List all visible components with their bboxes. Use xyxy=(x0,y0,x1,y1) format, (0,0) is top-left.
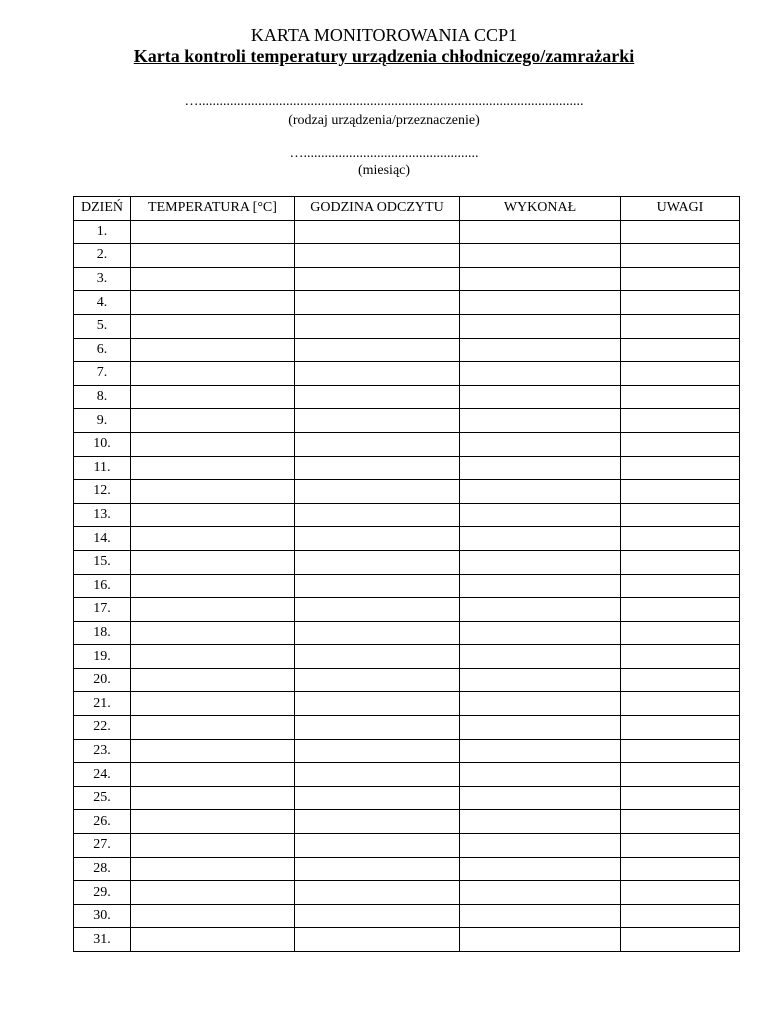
notes-cell[interactable] xyxy=(621,810,740,834)
performed-by-cell[interactable] xyxy=(460,739,621,763)
performed-by-cell[interactable] xyxy=(460,598,621,622)
table-row xyxy=(74,810,740,834)
temperature-cell[interactable] xyxy=(131,456,295,480)
temperature-cell[interactable] xyxy=(131,480,295,504)
device-type-fill-line[interactable]: ….............................................................................................................. xyxy=(184,94,584,109)
day-number-cell: 2. xyxy=(74,244,131,268)
table-row xyxy=(74,480,740,504)
day-number-cell: 5. xyxy=(74,314,131,338)
notes-cell[interactable] xyxy=(621,621,740,645)
temperature-cell[interactable] xyxy=(131,362,295,386)
table-row xyxy=(74,621,740,645)
reading-time-cell[interactable] xyxy=(295,244,460,268)
performed-by-cell[interactable] xyxy=(460,786,621,810)
reading-time-cell[interactable] xyxy=(295,456,460,480)
day-number-cell: 14. xyxy=(74,527,131,551)
reading-time-cell[interactable] xyxy=(295,503,460,527)
temperature-cell[interactable] xyxy=(131,857,295,881)
temperature-cell[interactable] xyxy=(131,928,295,952)
notes-cell[interactable] xyxy=(621,480,740,504)
day-number-cell: 3. xyxy=(74,267,131,291)
day-number-cell: 28. xyxy=(74,857,131,881)
notes-cell[interactable] xyxy=(621,244,740,268)
table-row xyxy=(74,786,740,810)
temperature-cell[interactable] xyxy=(131,574,295,598)
performed-by-cell[interactable] xyxy=(460,692,621,716)
temperature-cell[interactable] xyxy=(131,267,295,291)
performed-by-cell[interactable] xyxy=(460,409,621,433)
temperature-cell[interactable] xyxy=(131,810,295,834)
table-row xyxy=(74,503,740,527)
table-row xyxy=(74,550,740,574)
table-row xyxy=(74,267,740,291)
reading-time-cell[interactable] xyxy=(295,409,460,433)
table-row xyxy=(74,244,740,268)
performed-by-cell[interactable] xyxy=(460,314,621,338)
table-row xyxy=(74,456,740,480)
reading-time-cell[interactable] xyxy=(295,645,460,669)
performed-by-cell[interactable] xyxy=(460,621,621,645)
temperature-log-table xyxy=(73,196,740,952)
reading-time-cell[interactable] xyxy=(295,692,460,716)
performed-by-cell[interactable] xyxy=(460,834,621,858)
notes-cell[interactable] xyxy=(621,928,740,952)
notes-cell[interactable] xyxy=(621,527,740,551)
table-row xyxy=(74,432,740,456)
day-number-cell: 7. xyxy=(74,362,131,386)
reading-time-cell[interactable] xyxy=(295,550,460,574)
temperature-cell[interactable] xyxy=(131,314,295,338)
table-row xyxy=(74,598,740,622)
column-header-performed-by: WYKONAŁ xyxy=(460,197,621,221)
day-number-cell: 9. xyxy=(74,409,131,433)
temperature-cell[interactable] xyxy=(131,220,295,244)
notes-cell[interactable] xyxy=(621,881,740,905)
day-number-cell: 18. xyxy=(74,621,131,645)
day-number-cell: 15. xyxy=(74,550,131,574)
reading-time-cell[interactable] xyxy=(295,362,460,386)
notes-cell[interactable] xyxy=(621,763,740,787)
performed-by-cell[interactable] xyxy=(460,244,621,268)
reading-time-cell[interactable] xyxy=(295,763,460,787)
day-number-cell: 13. xyxy=(74,503,131,527)
day-number-cell: 20. xyxy=(74,668,131,692)
performed-by-cell[interactable] xyxy=(460,716,621,740)
table-row xyxy=(74,763,740,787)
notes-cell[interactable] xyxy=(621,668,740,692)
performed-by-cell[interactable] xyxy=(460,338,621,362)
reading-time-cell[interactable] xyxy=(295,527,460,551)
table-row xyxy=(74,692,740,716)
table-row xyxy=(74,338,740,362)
notes-cell[interactable] xyxy=(621,385,740,409)
table-row xyxy=(74,928,740,952)
table-row xyxy=(74,716,740,740)
reading-time-cell[interactable] xyxy=(295,220,460,244)
notes-cell[interactable] xyxy=(621,716,740,740)
performed-by-cell[interactable] xyxy=(460,857,621,881)
table-row xyxy=(74,220,740,244)
day-number-cell: 24. xyxy=(74,763,131,787)
performed-by-cell[interactable] xyxy=(460,881,621,905)
day-number-cell: 27. xyxy=(74,834,131,858)
day-number-cell: 29. xyxy=(74,881,131,905)
reading-time-cell[interactable] xyxy=(295,314,460,338)
column-header-notes: UWAGI xyxy=(621,197,740,221)
reading-time-cell[interactable] xyxy=(295,881,460,905)
temperature-cell[interactable] xyxy=(131,645,295,669)
reading-time-cell[interactable] xyxy=(295,338,460,362)
day-number-cell: 23. xyxy=(74,739,131,763)
table-row xyxy=(74,668,740,692)
reading-time-cell[interactable] xyxy=(295,810,460,834)
day-number-cell: 1. xyxy=(74,220,131,244)
performed-by-cell[interactable] xyxy=(460,456,621,480)
day-number-cell: 30. xyxy=(74,904,131,928)
day-number-cell: 19. xyxy=(74,645,131,669)
temperature-cell[interactable] xyxy=(131,527,295,551)
notes-cell[interactable] xyxy=(621,362,740,386)
notes-cell[interactable] xyxy=(621,220,740,244)
day-number-cell: 8. xyxy=(74,385,131,409)
temperature-cell[interactable] xyxy=(131,409,295,433)
performed-by-cell[interactable] xyxy=(460,503,621,527)
reading-time-cell[interactable] xyxy=(295,904,460,928)
day-number-cell: 4. xyxy=(74,291,131,315)
notes-cell[interactable] xyxy=(621,550,740,574)
performed-by-cell[interactable] xyxy=(460,432,621,456)
reading-time-cell[interactable] xyxy=(295,432,460,456)
notes-cell[interactable] xyxy=(621,503,740,527)
reading-time-cell[interactable] xyxy=(295,739,460,763)
temperature-cell[interactable] xyxy=(131,385,295,409)
document-subtitle: Karta kontroli temperatury urządzenia chłodniczego/zamrażarki xyxy=(133,46,635,66)
temperature-cell[interactable] xyxy=(131,716,295,740)
performed-by-cell[interactable] xyxy=(460,574,621,598)
reading-time-cell[interactable] xyxy=(295,480,460,504)
reading-time-cell[interactable] xyxy=(295,385,460,409)
day-number-cell: 26. xyxy=(74,810,131,834)
temperature-cell[interactable] xyxy=(131,904,295,928)
table-row xyxy=(74,857,740,881)
table-row xyxy=(74,409,740,433)
reading-time-cell[interactable] xyxy=(295,857,460,881)
performed-by-cell[interactable] xyxy=(460,362,621,386)
performed-by-cell[interactable] xyxy=(460,928,621,952)
notes-cell[interactable] xyxy=(621,267,740,291)
notes-cell[interactable] xyxy=(621,574,740,598)
temperature-cell[interactable] xyxy=(131,338,295,362)
temperature-cell[interactable] xyxy=(131,834,295,858)
notes-cell[interactable] xyxy=(621,692,740,716)
performed-by-cell[interactable] xyxy=(460,220,621,244)
performed-by-cell[interactable] xyxy=(460,550,621,574)
temperature-cell[interactable] xyxy=(131,739,295,763)
performed-by-cell[interactable] xyxy=(460,763,621,787)
day-number-cell: 21. xyxy=(74,692,131,716)
notes-cell[interactable] xyxy=(621,291,740,315)
day-number-cell: 12. xyxy=(74,480,131,504)
table-row xyxy=(74,574,740,598)
table-row xyxy=(74,904,740,928)
temperature-cell[interactable] xyxy=(131,692,295,716)
table-row xyxy=(74,527,740,551)
performed-by-cell[interactable] xyxy=(460,668,621,692)
temperature-cell[interactable] xyxy=(131,503,295,527)
notes-cell[interactable] xyxy=(621,834,740,858)
reading-time-cell[interactable] xyxy=(295,291,460,315)
temperature-cell[interactable] xyxy=(131,550,295,574)
day-number-cell: 31. xyxy=(74,928,131,952)
notes-cell[interactable] xyxy=(621,456,740,480)
day-number-cell: 10. xyxy=(74,432,131,456)
notes-cell[interactable] xyxy=(621,409,740,433)
performed-by-cell[interactable] xyxy=(460,527,621,551)
temperature-cell[interactable] xyxy=(131,598,295,622)
day-number-cell: 22. xyxy=(74,716,131,740)
table-row xyxy=(74,362,740,386)
notes-cell[interactable] xyxy=(621,338,740,362)
notes-cell[interactable] xyxy=(621,739,740,763)
day-number-cell: 6. xyxy=(74,338,131,362)
performed-by-cell[interactable] xyxy=(460,480,621,504)
reading-time-cell[interactable] xyxy=(295,598,460,622)
table-row xyxy=(74,645,740,669)
day-number-cell: 17. xyxy=(74,598,131,622)
reading-time-cell[interactable] xyxy=(295,834,460,858)
day-number-cell: 16. xyxy=(74,574,131,598)
temperature-cell[interactable] xyxy=(131,763,295,787)
performed-by-cell[interactable] xyxy=(460,904,621,928)
reading-time-cell[interactable] xyxy=(295,716,460,740)
month-fill-line[interactable]: ….................................................. xyxy=(289,146,479,161)
temperature-cell[interactable] xyxy=(131,881,295,905)
table-row xyxy=(74,739,740,763)
reading-time-cell[interactable] xyxy=(295,621,460,645)
reading-time-cell[interactable] xyxy=(295,786,460,810)
temperature-cell[interactable] xyxy=(131,291,295,315)
notes-cell[interactable] xyxy=(621,314,740,338)
notes-cell[interactable] xyxy=(621,857,740,881)
month-caption: (miesiąc) xyxy=(357,163,411,178)
table-row xyxy=(74,881,740,905)
reading-time-cell[interactable] xyxy=(295,928,460,952)
performed-by-cell[interactable] xyxy=(460,385,621,409)
temperature-cell[interactable] xyxy=(131,786,295,810)
day-number-cell: 11. xyxy=(74,456,131,480)
column-header-temperature: TEMPERATURA [°C] xyxy=(131,197,295,221)
reading-time-cell[interactable] xyxy=(295,668,460,692)
notes-cell[interactable] xyxy=(621,645,740,669)
table-header-row xyxy=(74,197,740,221)
temperature-cell[interactable] xyxy=(131,621,295,645)
table-row xyxy=(74,314,740,338)
reading-time-cell[interactable] xyxy=(295,574,460,598)
table-body xyxy=(74,220,740,951)
notes-cell[interactable] xyxy=(621,786,740,810)
performed-by-cell[interactable] xyxy=(460,645,621,669)
table-row xyxy=(74,385,740,409)
temperature-cell[interactable] xyxy=(131,244,295,268)
table-row xyxy=(74,291,740,315)
temperature-cell[interactable] xyxy=(131,668,295,692)
performed-by-cell[interactable] xyxy=(460,267,621,291)
reading-time-cell[interactable] xyxy=(295,267,460,291)
column-header-reading-time: GODZINA ODCZYTU xyxy=(295,197,460,221)
notes-cell[interactable] xyxy=(621,598,740,622)
column-header-day: DZIEŃ xyxy=(74,197,131,221)
temperature-cell[interactable] xyxy=(131,432,295,456)
notes-cell[interactable] xyxy=(621,432,740,456)
performed-by-cell[interactable] xyxy=(460,810,621,834)
performed-by-cell[interactable] xyxy=(460,291,621,315)
notes-cell[interactable] xyxy=(621,904,740,928)
day-number-cell: 25. xyxy=(74,786,131,810)
table-row xyxy=(74,834,740,858)
document-title: KARTA MONITOROWANIA CCP1 xyxy=(250,25,518,45)
device-type-caption: (rodzaj urządzenia/przeznaczenie) xyxy=(288,113,480,128)
